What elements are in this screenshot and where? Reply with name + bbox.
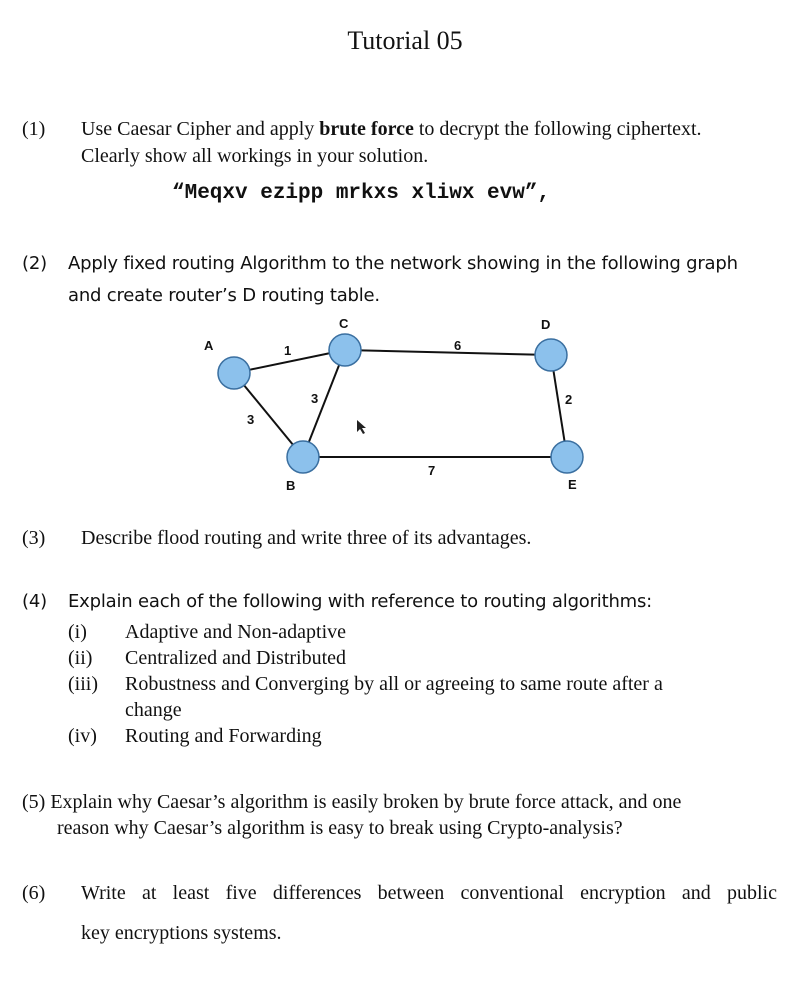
q2-line2: and create router’s D routing table. [68, 285, 380, 306]
q5-line2: reason why Caesar’s algorithm is easy to break using Crypto-analysis? [57, 817, 623, 839]
node-label-c: C [339, 316, 349, 331]
q6-line1: Write at least five differences between conventional encryption and public [81, 882, 777, 904]
weight-b-e: 7 [428, 463, 436, 478]
q4-item-label-3: (iii) [68, 673, 98, 695]
weight-a-b: 3 [247, 412, 255, 427]
q3-text: Describe flood routing and write three of its advantages. [81, 527, 532, 549]
q3-number: (3) [22, 527, 46, 549]
q4-item-label-2: (ii) [68, 647, 93, 669]
page-title: Tutorial 05 [347, 26, 463, 55]
q4-item-text-2: Centralized and Distributed [125, 647, 347, 669]
node-a [218, 357, 250, 389]
q2-number: (2) [22, 253, 47, 274]
q1-line1-pre: Use Caesar Cipher and apply [81, 118, 320, 140]
edge-c-d [345, 350, 551, 355]
weight-d-e: 2 [565, 392, 573, 407]
q4-item-text-3b: change [125, 699, 182, 721]
q4-intro: Explain each of the following with reference to routing algorithms: [68, 591, 653, 612]
q4-item-label-1: (i) [68, 621, 87, 643]
cursor-icon [357, 420, 366, 434]
q1-bold-term: brute force [319, 118, 414, 140]
q4-number: (4) [22, 591, 47, 612]
node-c [329, 334, 361, 366]
q4-item-text-4: Routing and Forwarding [125, 725, 322, 747]
node-label-b: B [286, 478, 296, 493]
edge-b-c [303, 350, 345, 457]
weight-b-c: 3 [311, 391, 319, 406]
q6-number: (6) [22, 882, 46, 904]
node-b [287, 441, 319, 473]
q1-line2: Clearly show all workings in your solution. [81, 145, 429, 167]
node-label-e: E [568, 477, 577, 492]
q4-item-label-4: (iv) [68, 725, 97, 747]
q5-line1: (5) Explain why Caesar’s algorithm is easily broken by brute force attack, and one [22, 791, 682, 813]
node-d [535, 339, 567, 371]
q4-item-text-1: Adaptive and Non-adaptive [125, 621, 347, 643]
q1-line1-post: to decrypt the following ciphertext. [413, 118, 702, 140]
weight-c-d: 6 [454, 338, 462, 353]
node-label-a: A [204, 338, 214, 353]
q4-item-text-3: Robustness and Converging by all or agreeing to same route after a [125, 673, 663, 695]
weight-a-c: 1 [284, 343, 292, 358]
node-e [551, 441, 583, 473]
node-label-d: D [541, 317, 551, 332]
q6-line2: key encryptions systems. [81, 922, 282, 944]
q1-number: (1) [22, 118, 46, 140]
q2-line1: Apply fixed routing Algorithm to the network showing in the following graph [68, 253, 738, 274]
q1-ciphertext: “Meqxv ezipp mrkxs xliwx evw”, [172, 182, 551, 205]
